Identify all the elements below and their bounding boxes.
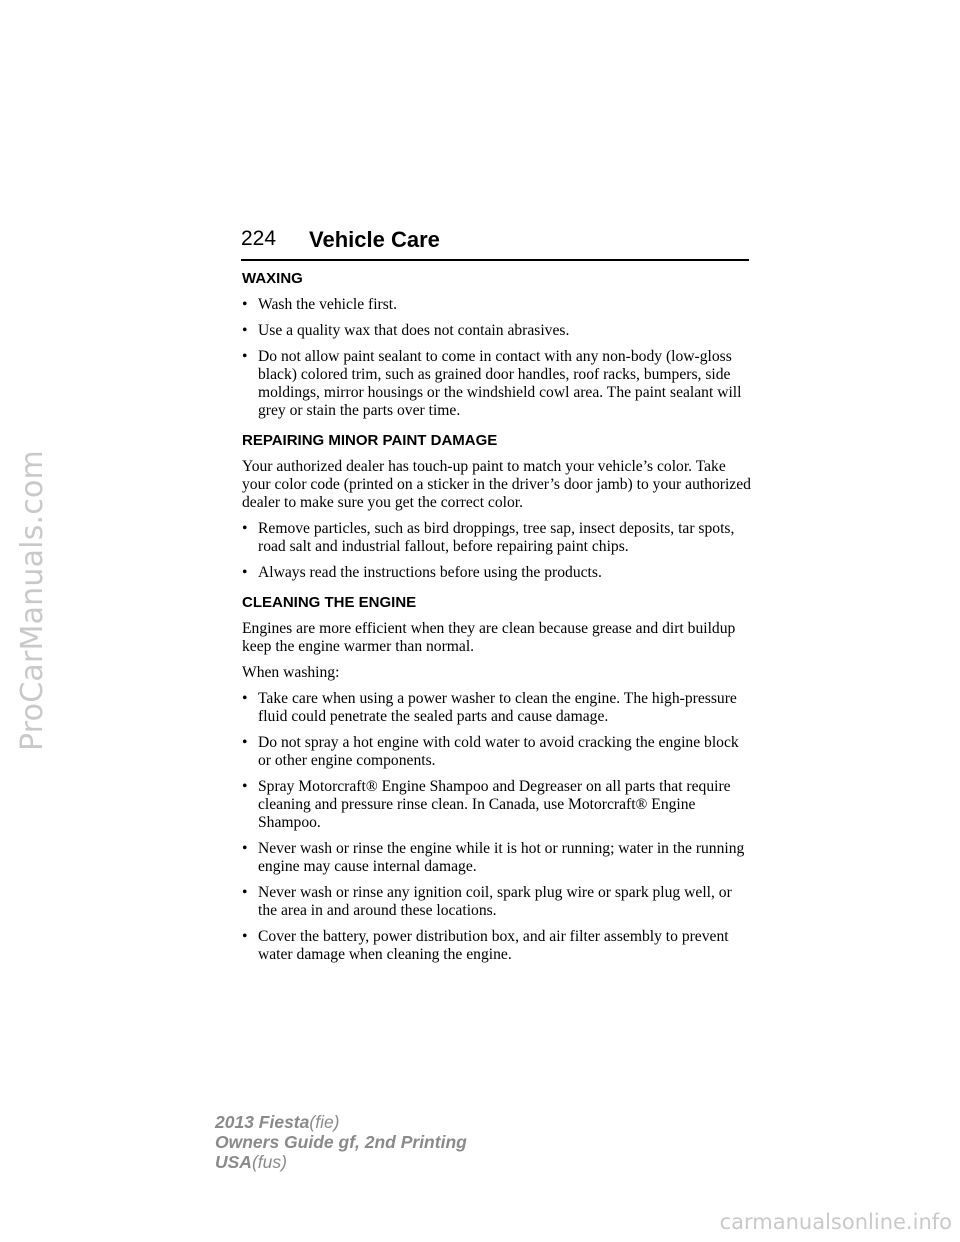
bullet-dot: • [242, 520, 248, 537]
list-item [242, 840, 754, 876]
list-item-text: Never wash or rinse the engine while it is hot or running; water in the running engine may cause internal damage. [258, 840, 745, 875]
footer-model-code: (fie) [309, 1112, 340, 1132]
list-item-text: Cover the battery, power distribution box, and air filter assembly to prevent water damage when cleaning the engine. [258, 928, 729, 963]
footer-line-model [215, 1112, 467, 1132]
repairing-heading: REPAIRING MINOR PAINT DAMAGE [242, 432, 498, 449]
list-item-text: Do not spray a hot engine with cold water to avoid cracking the engine block or other engine components. [258, 734, 739, 769]
list-item [242, 520, 754, 556]
engine-intro: Engines are more efficient when they are clean because grease and dirt buildup keep the engine warmer than normal. [242, 620, 736, 655]
list-item-text: Wash the vehicle first. [258, 296, 398, 313]
list-item [242, 348, 754, 420]
page-content [242, 270, 754, 972]
bullet-dot: • [242, 734, 248, 751]
waxing-heading: WAXING [242, 270, 303, 287]
bullet-dot: • [242, 296, 248, 313]
bullet-dot: • [242, 322, 248, 339]
side-watermark [6, 300, 58, 900]
footer-market: USA [215, 1152, 252, 1172]
bullet-dot: • [242, 348, 248, 365]
bullet-dot: • [242, 778, 248, 795]
list-item [242, 928, 754, 964]
engine-heading: CLEANING THE ENGINE [242, 594, 417, 611]
list-item-text: Take care when using a power washer to clean the engine. The high-pressure fluid could penetrate the sealed parts and cause damage. [258, 690, 737, 725]
section-title: Vehicle Care [309, 227, 440, 252]
list-item [242, 564, 754, 582]
footer-line-guide: Owners Guide gf, 2nd Printing [215, 1132, 467, 1152]
list-item-text: Use a quality wax that does not contain abrasives. [258, 322, 570, 339]
bullet-dot: • [242, 690, 248, 707]
page-header [241, 227, 749, 261]
bottom-watermark: carmanualsonline.info [719, 1210, 952, 1234]
list-item-text: Do not allow paint sealant to come in contact with any non-body (low-gloss black) colored trim, such as grained door handles, roof racks, bumpers, side moldings, mirror housings or the windshield cowl area. The paint sealant will grey or stain the parts over time. [258, 348, 742, 419]
when-washing-label: When washing: [242, 664, 340, 681]
footer-market-code: (fus) [251, 1152, 287, 1172]
list-item [242, 884, 754, 920]
bullet-dot: • [242, 564, 248, 581]
document-footer [215, 1112, 467, 1172]
list-item [242, 690, 754, 726]
list-item-text: Never wash or rinse any ignition coil, spark plug wire or spark plug well, or the area in and around these locations. [258, 884, 732, 919]
footer-model: 2013 Fiesta [215, 1112, 310, 1132]
bullet-dot: • [242, 884, 248, 901]
bullet-dot: • [242, 928, 248, 945]
list-item-text: Remove particles, such as bird droppings, tree sap, insect deposits, tar spots, road salt and industrial fallout, before repairing paint chips. [258, 520, 735, 555]
list-item [242, 734, 754, 770]
list-item [242, 322, 754, 340]
list-item-text: Spray Motorcraft® Engine Shampoo and Degreaser on all parts that require cleaning and pressure rinse clean. In Canada, use Motorcraft® Engine Shampoo. [258, 778, 731, 831]
footer-line-market [215, 1152, 467, 1172]
repairing-intro: Your authorized dealer has touch-up paint to match your vehicle’s color. Take your color code (printed on a sticker in the driver’s door jamb) to your authorized dealer to make sure you get the correct color. [242, 458, 751, 511]
list-item [242, 778, 754, 832]
bullet-dot: • [242, 840, 248, 857]
page-number: 224 [241, 227, 277, 250]
list-item [242, 296, 754, 314]
list-item-text: Always read the instructions before using the products. [258, 564, 602, 581]
side-watermark-text: ProCarManuals.com [14, 449, 50, 751]
